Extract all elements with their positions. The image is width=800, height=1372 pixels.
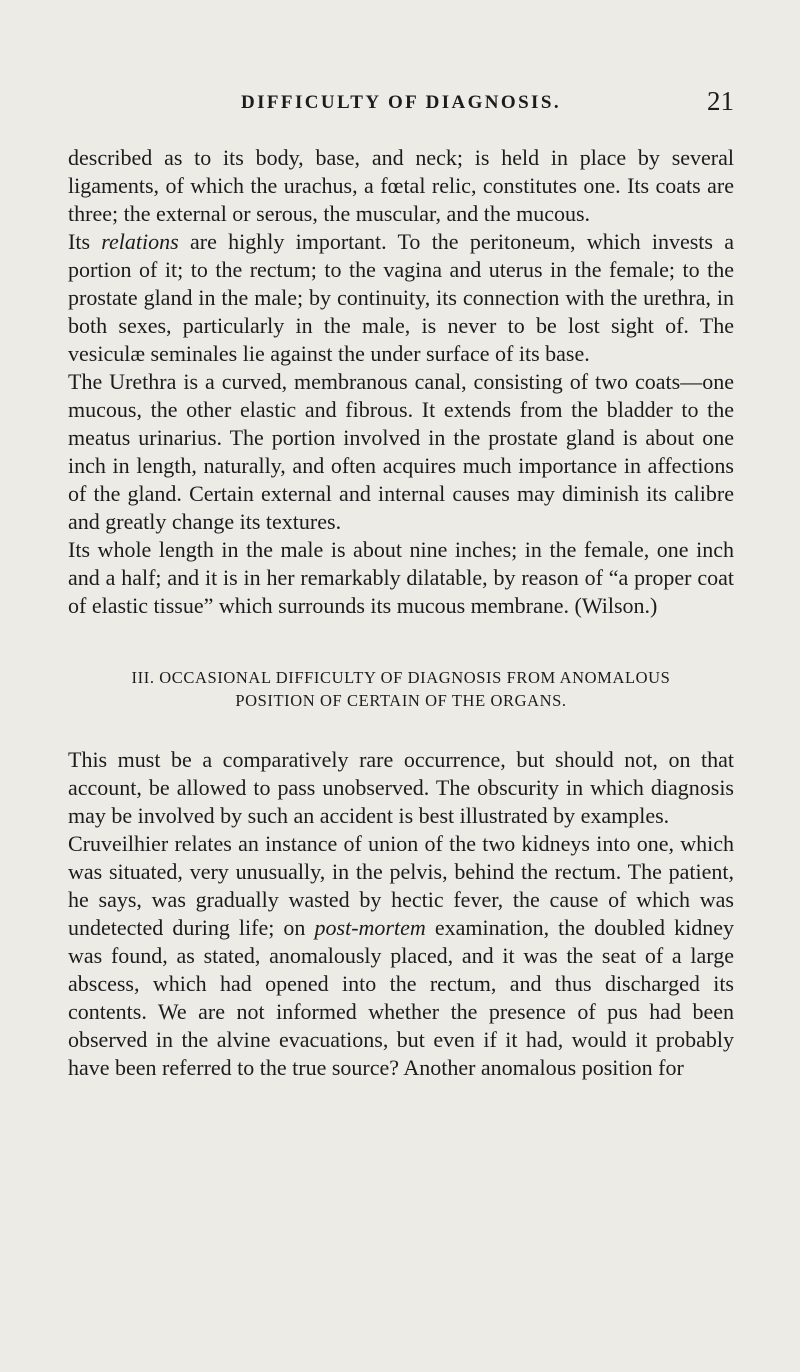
paragraph-cruveilhier [68, 830, 734, 1082]
paragraph-bladder-relations [68, 228, 734, 368]
paragraph-bladder-description: described as to its body, base, and neck; is held in place by several ligaments, of which the urachus, a fœtal relic, constitutes one. Its coats are three; the external or serous, the muscular, and the mucous. [68, 145, 734, 226]
running-title: DIFFICULTY OF DIAGNOSIS. [241, 92, 561, 113]
body-text [68, 144, 734, 1082]
relations-rest: are highly important. To the peritoneum, which invests a portion of it; to the rectum; to the vagina and uterus in the female; to the prostate gland in the male; by continuity, its connection with the urethra, in both sexes, particularly in the male, is never to be lost sight of. The vesiculæ seminales lie against the under surface of its base. [68, 229, 734, 366]
paragraph-urethra: The Urethra is a curved, membranous canal, consisting of two coats—one mucous, the other elastic and fibrous. It extends from the bladder to the meatus urinarius. The portion involved in the prostate gland is about one inch in length, naturally, and often acquires much importance in affections of the gland. Certain external and internal causes may diminish its calibre and greatly change its textures. [68, 369, 734, 534]
post-mortem-italic: post-mortem [314, 915, 426, 940]
relations-italic: relations [101, 229, 179, 254]
page-header [68, 86, 734, 132]
section-heading-line-1: III. OCCASIONAL DIFFICULTY OF DIAGNOSIS FROM ANOMALOUS [131, 668, 671, 687]
paragraph-urethra-length: Its whole length in the male is about nine inches; in the female, one inch and a half; and it is in her remarkably dilatable, by reason of “a proper coat of elastic tissue” which surrounds its mucous membrane. (Wilson.) [68, 537, 734, 618]
page-number: 21 [707, 86, 734, 116]
cruveilhier-rest: examination, the doubled kidney was found, as stated, anomalously placed, and it was the seat of a large abscess, which had opened into the rectum, and thus discharged its contents. We are not informed whether the presence of pus had been observed in the alvine evacuations, but even if it had, would it probably have been referred to the true source? Another anomalous position for [68, 915, 734, 1080]
section-heading-line-2: POSITION OF CERTAIN OF THE ORGANS. [235, 691, 567, 710]
relations-lead: Its [68, 229, 102, 254]
section-heading [68, 666, 734, 712]
cruveilhier-lead: Cruveilhier relates an instance of union of the two kidneys into one, which was situated, very unusually, in the pelvis, behind the rectum. The patient, he says, was gradually wasted by hectic fever, the cause of which was undetected during life; on [68, 831, 734, 940]
paragraph-rare-occurrence: This must be a comparatively rare occurrence, but should not, on that account, be allowed to pass unobserved. The obscurity in which diagnosis may be involved by such an accident is best illustrated by examples. [68, 747, 734, 828]
book-page [68, 86, 734, 1082]
